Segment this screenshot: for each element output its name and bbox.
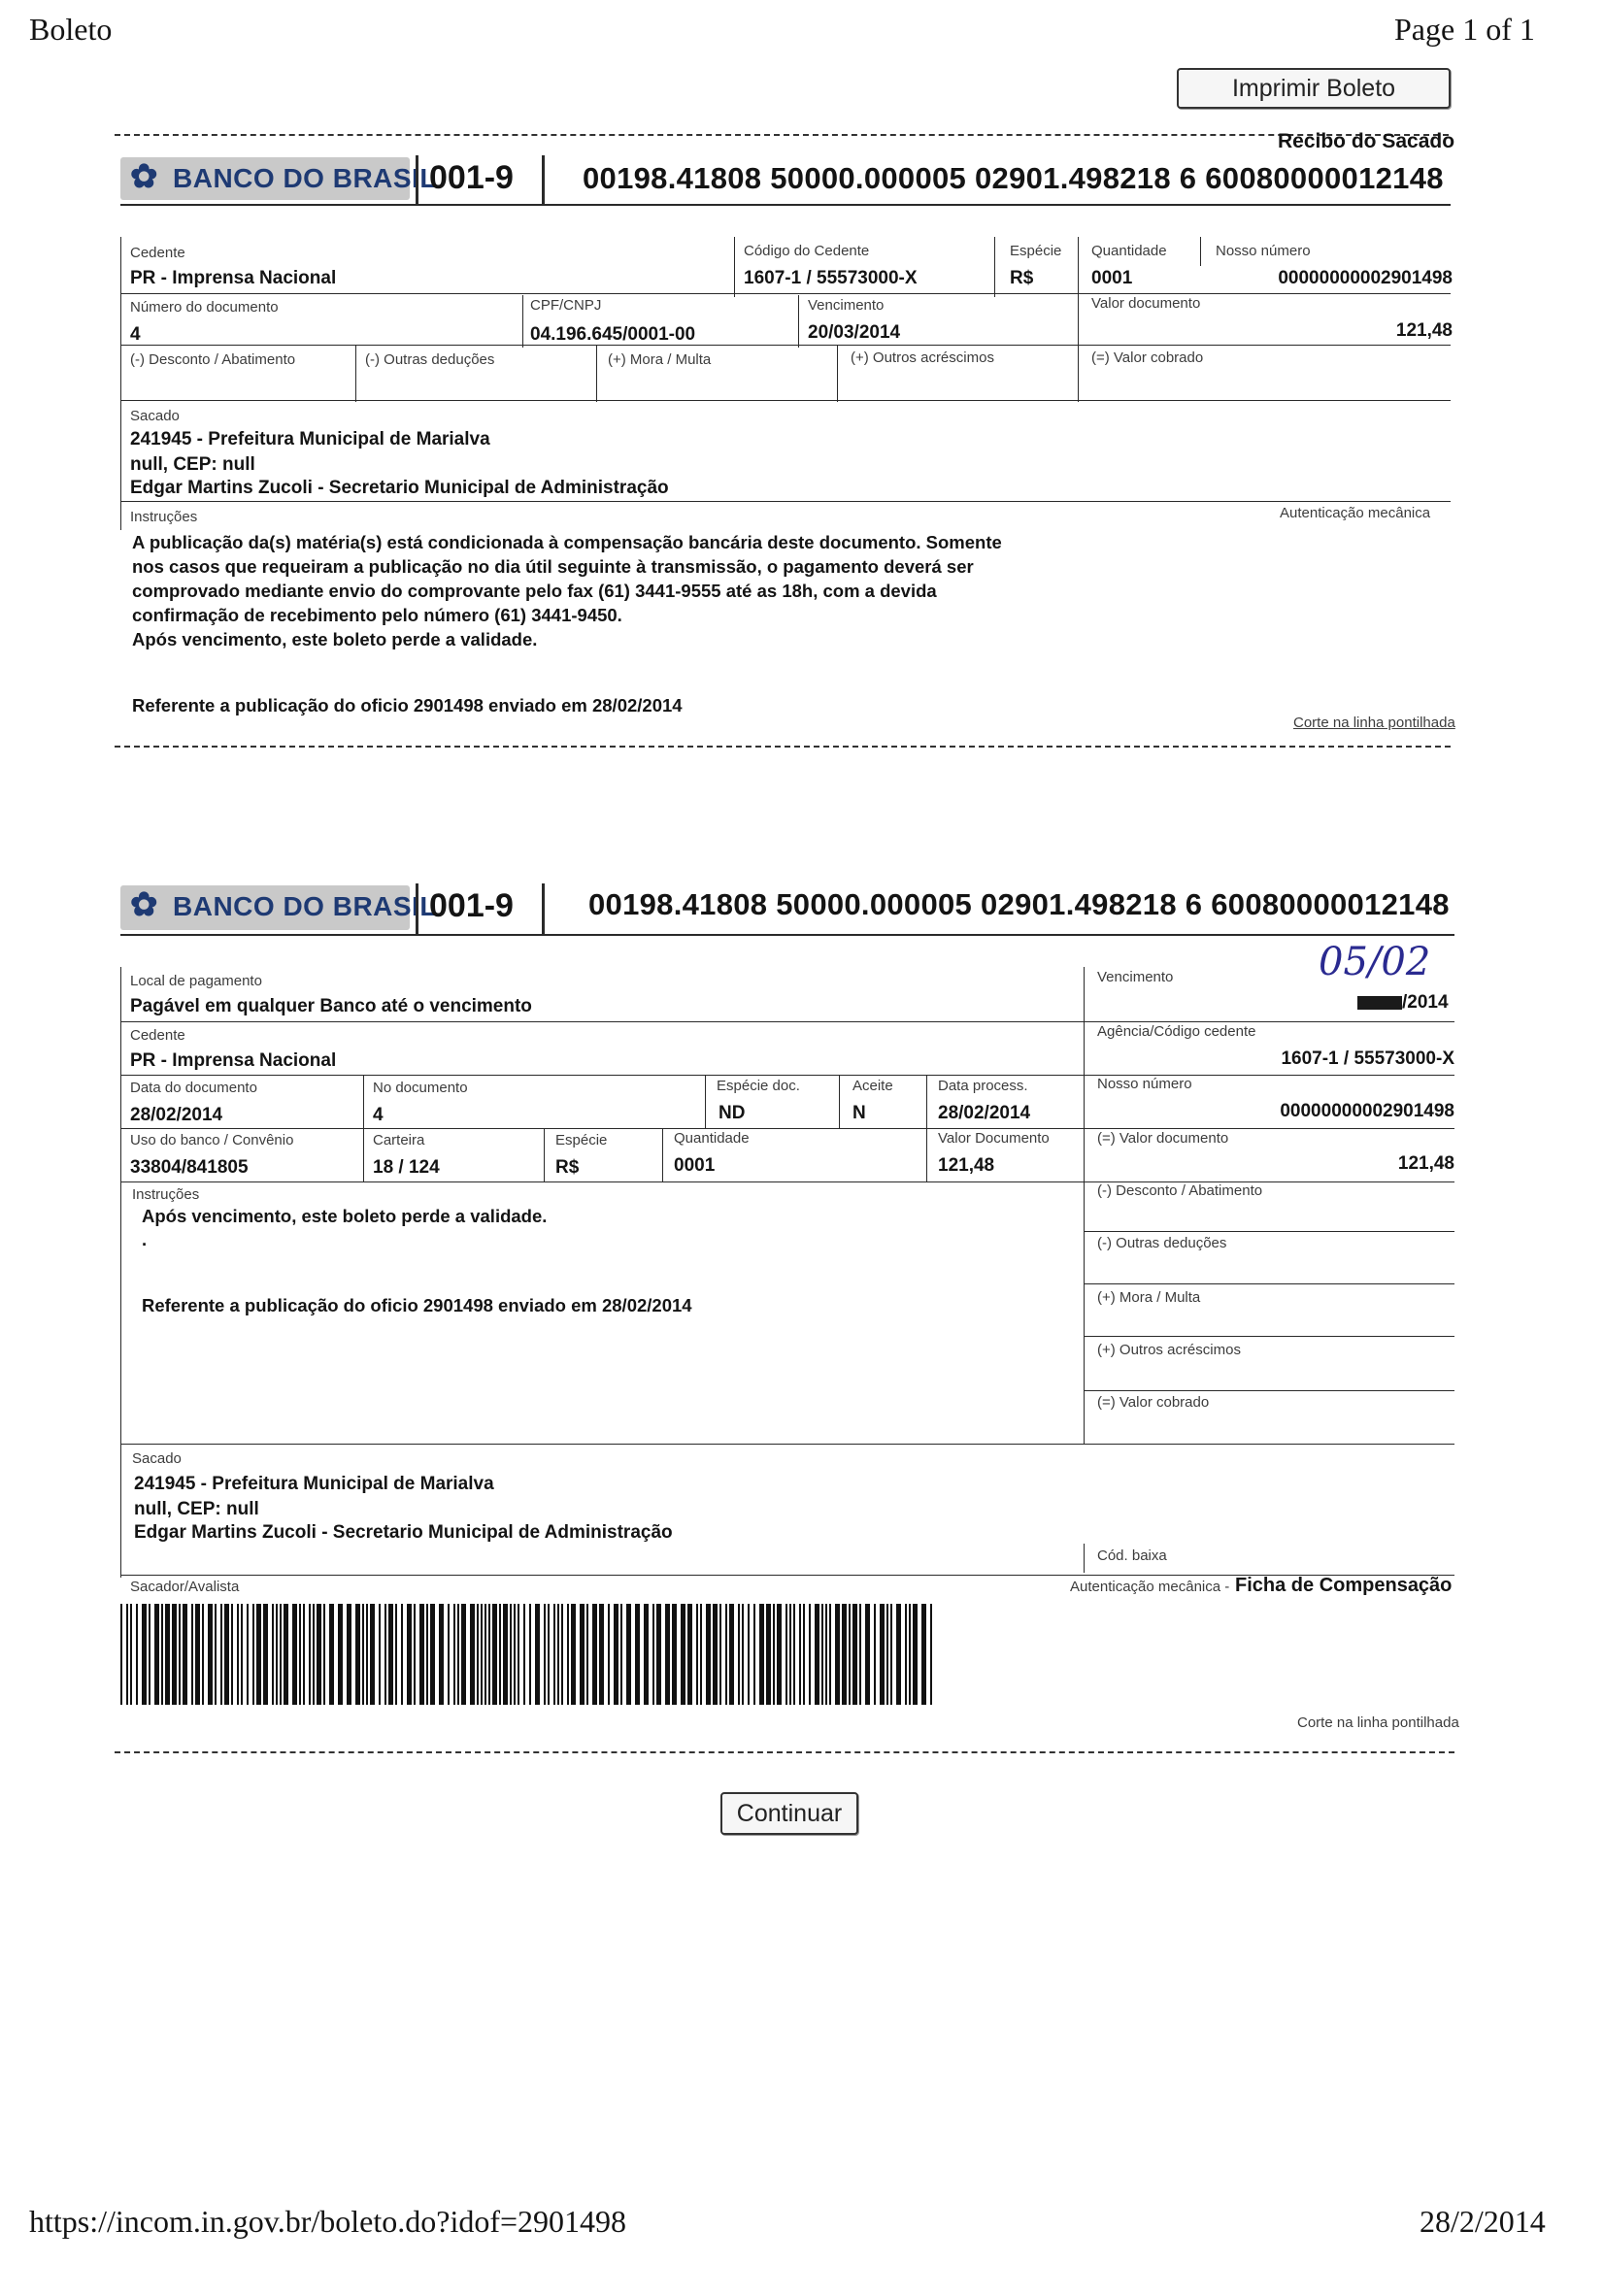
data-process-value: 28/02/2014 bbox=[938, 1103, 1031, 1123]
bank-code: 001-9 bbox=[429, 159, 514, 196]
page-url: https://incom.in.gov.br/boleto.do?idof=2901498 bbox=[29, 2204, 627, 2239]
bank-logo-icon: ✿ bbox=[130, 158, 158, 195]
ficha-referente-text: Referente a publicação do oficio 2901498 enviado em 28/02/2014 bbox=[142, 1295, 692, 1315]
linha-digitavel: 00198.41808 50000.000005 02901.498218 6 60080000012148 bbox=[588, 887, 1450, 921]
cpf-cnpj-label: CPF/CNPJ bbox=[530, 297, 602, 314]
especie-value: R$ bbox=[1010, 268, 1034, 288]
cedente-value: PR - Imprensa Nacional bbox=[130, 1050, 337, 1071]
vencimento-handwritten: 05/02 bbox=[1319, 940, 1431, 984]
quantidade-label: Quantidade bbox=[1091, 243, 1167, 259]
document-title: Boleto bbox=[29, 12, 113, 47]
data-documento-value: 28/02/2014 bbox=[130, 1105, 223, 1125]
ficha-instructions-line-2: . bbox=[142, 1229, 148, 1249]
bank-logo-icon: ✿ bbox=[130, 886, 158, 923]
local-pagamento-value: Pagável em qualquer Banco até o vencimento bbox=[130, 996, 532, 1016]
agencia-codigo-label: Agência/Código cedente bbox=[1097, 1023, 1256, 1040]
instrucoes-label: Instruções bbox=[130, 509, 198, 525]
sacado-line-2: null, CEP: null bbox=[130, 454, 255, 475]
valor-documento-label: Valor documento bbox=[1091, 295, 1201, 312]
receipt-title: Recibo do Sacado bbox=[1278, 130, 1455, 152]
mora-multa-label: (+) Mora / Multa bbox=[1097, 1289, 1201, 1306]
sacado-line-1: 241945 - Prefeitura Municipal de Marialva bbox=[130, 429, 490, 449]
instructions-line-4: confirmação de recebimento pelo número (61) 3441-9450. bbox=[132, 605, 622, 625]
cod-baixa-label: Cód. baixa bbox=[1097, 1547, 1167, 1564]
valor-documento-value: 121,48 bbox=[1397, 1153, 1454, 1174]
especie-label: Espécie bbox=[1010, 243, 1062, 259]
ficha-instructions-line-1: Após vencimento, este boleto perde a validade. bbox=[142, 1206, 548, 1226]
valor-cobrado-label: (=) Valor cobrado bbox=[1097, 1394, 1210, 1411]
bank-code: 001-9 bbox=[429, 887, 514, 924]
no-documento-label: No documento bbox=[373, 1080, 468, 1096]
nosso-numero-value: 00000000002901498 bbox=[1278, 268, 1453, 288]
outros-acrescimos-label: (+) Outros acréscimos bbox=[851, 349, 994, 366]
nosso-numero-label: Nosso número bbox=[1097, 1076, 1192, 1092]
bank-logo-text: BANCO DO BRASIL bbox=[173, 891, 437, 921]
sacado-line-1: 241945 - Prefeitura Municipal de Marialva bbox=[134, 1474, 494, 1494]
codigo-cedente-value: 1607-1 / 55573000-X bbox=[744, 268, 918, 288]
especie-doc-value: ND bbox=[718, 1103, 746, 1123]
agencia-codigo-value: 1607-1 / 55573000-X bbox=[1281, 1048, 1454, 1069]
instructions-line-5: Após vencimento, este boleto perde a validade. bbox=[132, 629, 538, 649]
quantidade-value: 0001 bbox=[674, 1155, 716, 1176]
aceite-label: Aceite bbox=[852, 1078, 893, 1094]
no-documento-value: 4 bbox=[373, 1105, 384, 1125]
autenticacao-label: Autenticação mecânica - bbox=[1070, 1579, 1230, 1595]
mora-multa-label: (+) Mora / Multa bbox=[608, 351, 712, 368]
instrucoes-label: Instruções bbox=[132, 1186, 200, 1203]
vencimento-year: /2014 bbox=[1402, 992, 1449, 1013]
referente-text: Referente a publicação do oficio 2901498 enviado em 28/02/2014 bbox=[132, 695, 683, 715]
outras-deducoes-label: (-) Outras deduções bbox=[1097, 1235, 1227, 1251]
especie-value: R$ bbox=[555, 1157, 580, 1178]
cedente-label: Cedente bbox=[130, 245, 185, 261]
cut-line bbox=[115, 134, 1449, 136]
page-indicator: Page 1 of 1 bbox=[1394, 12, 1535, 47]
outras-deducoes-label: (-) Outras deduções bbox=[365, 351, 495, 368]
valor-documento-box-label: Valor Documento bbox=[938, 1130, 1050, 1147]
quantidade-value: 0001 bbox=[1091, 268, 1133, 288]
bank-logo-text: BANCO DO BRASIL bbox=[173, 163, 437, 193]
sacador-avalista-label: Sacador/Avalista bbox=[130, 1579, 240, 1595]
sacado-line-3: Edgar Martins Zucoli - Secretario Municipal de Administração bbox=[130, 478, 669, 498]
quantidade-label: Quantidade bbox=[674, 1130, 750, 1147]
valor-documento-box-value: 121,48 bbox=[938, 1155, 995, 1176]
cut-line bbox=[115, 746, 1451, 748]
carteira-value: 18 / 124 bbox=[373, 1157, 440, 1178]
uso-banco-value: 33804/841805 bbox=[130, 1157, 249, 1178]
instructions-line-3: comprovado mediante envio do comprovante pelo fax (61) 3441-9555 até as 18h, com a devida bbox=[132, 581, 937, 601]
vencimento-label: Vencimento bbox=[808, 297, 885, 314]
corte-label: Corte na linha pontilhada bbox=[1293, 715, 1455, 731]
numero-documento-value: 4 bbox=[130, 324, 141, 345]
cedente-value: PR - Imprensa Nacional bbox=[130, 268, 337, 288]
cedente-label: Cedente bbox=[130, 1027, 185, 1044]
desconto-label: (-) Desconto / Abatimento bbox=[130, 351, 296, 368]
vencimento-label: Vencimento bbox=[1097, 969, 1174, 985]
print-boleto-button[interactable]: Imprimir Boleto bbox=[1177, 68, 1451, 109]
ficha-title: Ficha de Compensação bbox=[1235, 1575, 1453, 1596]
valor-cobrado-label: (=) Valor cobrado bbox=[1091, 349, 1204, 366]
valor-documento-value: 121,48 bbox=[1395, 320, 1453, 341]
instructions-line-1: A publicação da(s) matéria(s) está condicionada à compensação bancária deste documento. Somente bbox=[132, 532, 1002, 552]
nosso-numero-label: Nosso número bbox=[1216, 243, 1311, 259]
sacado-line-3: Edgar Martins Zucoli - Secretario Municipal de Administração bbox=[134, 1522, 673, 1543]
data-documento-label: Data do documento bbox=[130, 1080, 257, 1096]
barcode bbox=[120, 1604, 936, 1705]
instructions-line-2: nos casos que requeiram a publicação no dia útil seguinte à transmissão, o pagamento deverá ser bbox=[132, 556, 974, 577]
outros-acrescimos-label: (+) Outros acréscimos bbox=[1097, 1342, 1241, 1358]
especie-label: Espécie bbox=[555, 1132, 608, 1148]
cpf-cnpj-value: 04.196.645/0001-00 bbox=[530, 324, 696, 345]
sacado-label: Sacado bbox=[132, 1450, 182, 1467]
print-date: 28/2/2014 bbox=[1420, 2204, 1546, 2239]
especie-doc-label: Espécie doc. bbox=[717, 1078, 800, 1094]
valor-documento-label: (=) Valor documento bbox=[1097, 1130, 1229, 1147]
numero-documento-label: Número do documento bbox=[130, 299, 279, 316]
nosso-numero-value: 00000000002901498 bbox=[1280, 1101, 1454, 1121]
aceite-value: N bbox=[852, 1103, 866, 1123]
codigo-cedente-label: Código do Cedente bbox=[744, 243, 870, 259]
sacado-label: Sacado bbox=[130, 408, 180, 424]
struck-out-text bbox=[1357, 996, 1402, 1010]
continue-button[interactable]: Continuar bbox=[720, 1792, 858, 1835]
corte-label: Corte na linha pontilhada bbox=[1297, 1714, 1459, 1731]
local-pagamento-label: Local de pagamento bbox=[130, 973, 262, 989]
data-process-label: Data process. bbox=[938, 1078, 1028, 1094]
sacado-line-2: null, CEP: null bbox=[134, 1499, 259, 1519]
uso-banco-label: Uso do banco / Convênio bbox=[130, 1132, 294, 1148]
desconto-label: (-) Desconto / Abatimento bbox=[1097, 1182, 1263, 1199]
carteira-label: Carteira bbox=[373, 1132, 425, 1148]
cut-line bbox=[115, 1751, 1454, 1753]
autenticacao-label: Autenticação mecânica bbox=[1280, 505, 1431, 521]
linha-digitavel: 00198.41808 50000.000005 02901.498218 6 60080000012148 bbox=[583, 161, 1444, 195]
vencimento-value: 20/03/2014 bbox=[808, 322, 901, 343]
